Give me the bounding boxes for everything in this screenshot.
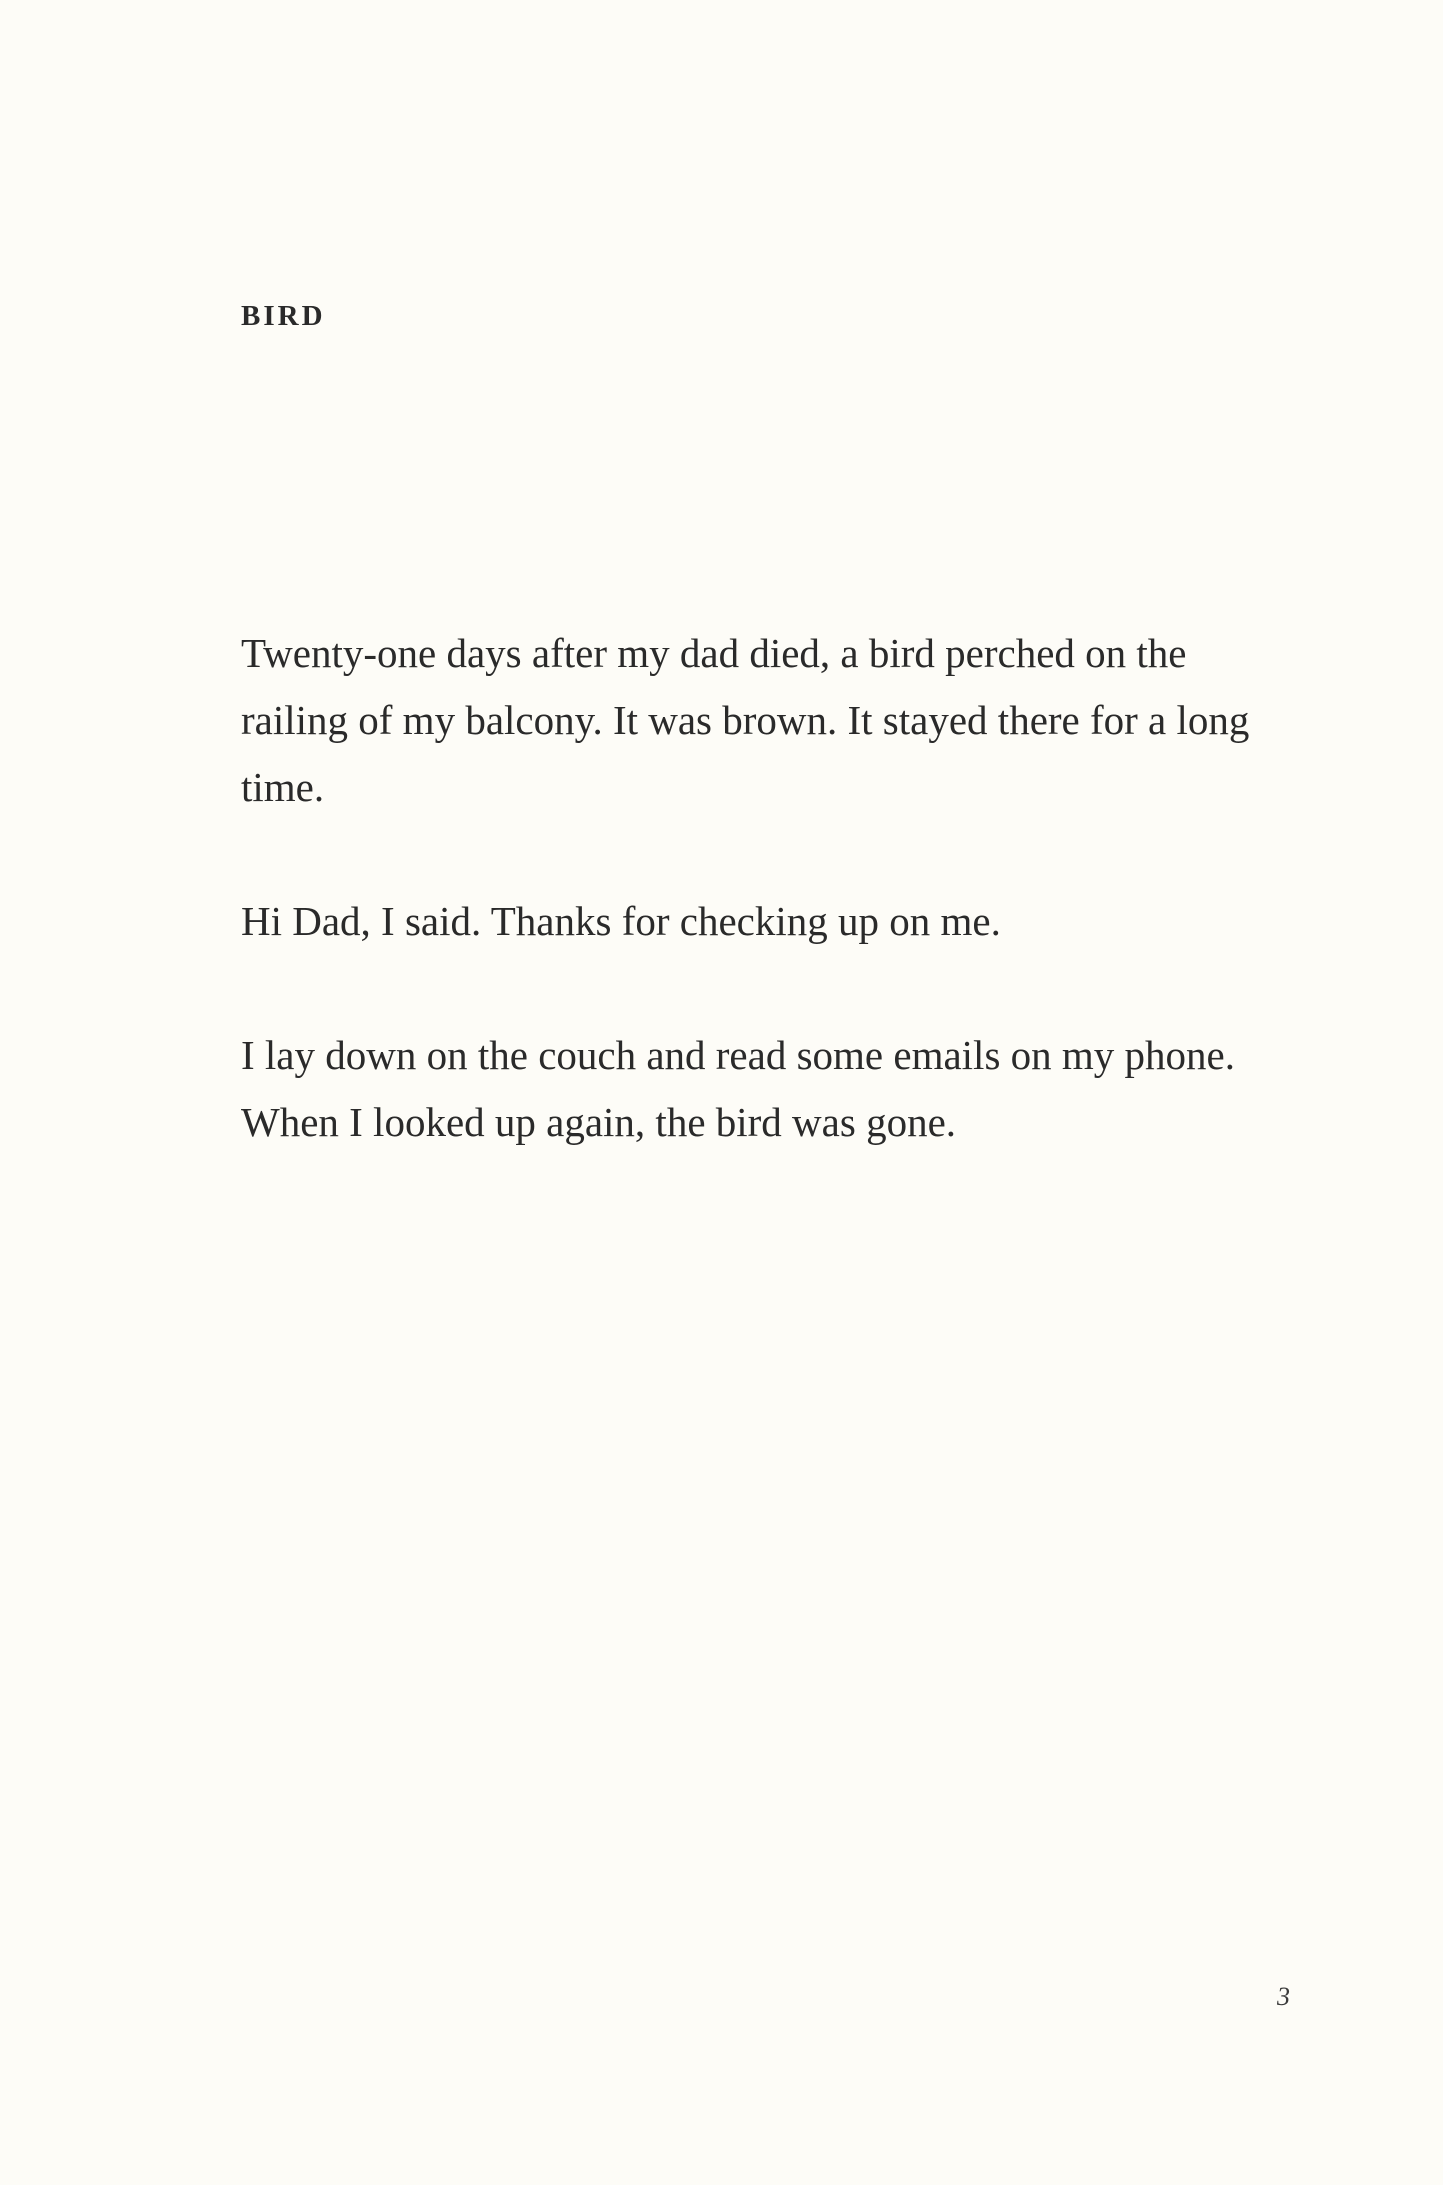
- page-number: 3: [1277, 1982, 1290, 2011]
- paragraph: Twenty-one days after my dad died, a bird perched on the railing of my balcony. It was brown. It stayed there for a long time.: [241, 630, 1250, 810]
- body-text: [241, 620, 1301, 1223]
- paragraph: Hi Dad, I said. Thanks for checking up on me.: [241, 898, 1001, 944]
- paragraph: I lay down on the couch and read some emails on my phone. When I looked up again, the bird was gone.: [241, 1032, 1235, 1145]
- chapter-title: BIRD: [241, 300, 326, 332]
